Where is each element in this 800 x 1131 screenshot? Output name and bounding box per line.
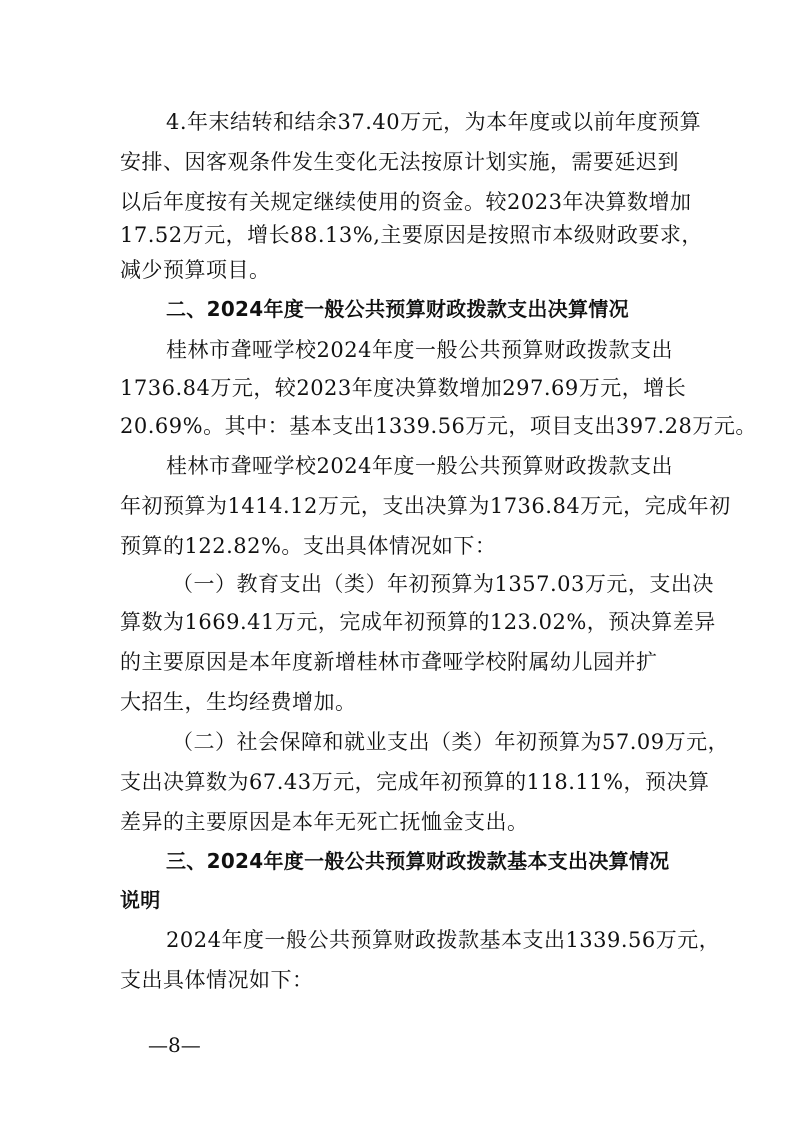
section-2-para-2-line-2: 年初预算为1414.12万元，支出决算为1736.84万元，完成年初 <box>120 494 731 518</box>
item-1-line-2: 算数为1669.41万元，完成年初预算的123.02%，预决算差异 <box>120 610 716 634</box>
item-2-line-1: （二）社会保障和就业支出（类）年初预算为57.09万元， <box>172 730 730 754</box>
section-2-heading: 二、2024年度一般公共预算财政拨款支出决算情况 <box>166 297 629 321</box>
page-number: —8— <box>148 1033 201 1057</box>
paragraph-4-line-2: 安排、因客观条件发生变化无法按原计划实施，需要延迟到 <box>120 150 679 174</box>
item-1-line-4: 大招生，生均经费增加。 <box>120 690 357 714</box>
item-1-line-3: 的主要原因是本年度新增桂林市聋哑学校附属幼儿园并扩 <box>120 650 658 674</box>
section-3-para-1-line-2: 支出具体情况如下： <box>120 968 314 992</box>
section-3-para-1-line-1: 2024年度一般公共预算财政拨款基本支出1339.56万元， <box>166 928 721 952</box>
item-1-line-1: （一）教育支出（类）年初预算为1357.03万元，支出决 <box>172 572 714 596</box>
paragraph-4-line-3: 以后年度按有关规定继续使用的资金。较2023年决算数增加 <box>120 190 692 214</box>
paragraph-4-line-1: 4.年末结转和结余37.40万元，为本年度或以前年度预算 <box>166 110 702 134</box>
section-2-para-2-line-3: 预算的122.82%。支出具体情况如下： <box>120 534 497 558</box>
section-2-para-2-line-1: 桂林市聋哑学校2024年度一般公共预算财政拨款支出 <box>166 454 673 478</box>
item-2-line-2: 支出决算数为67.43万元，完成年初预算的118.11%，预决算 <box>120 770 710 794</box>
item-2-line-3: 差异的主要原因是本年无死亡抚恤金支出。 <box>120 810 529 834</box>
section-2-para-1-line-3: 20.69%。其中：基本支出1339.56万元，项目支出397.28万元。 <box>120 414 757 438</box>
section-2-para-1-line-1: 桂林市聋哑学校2024年度一般公共预算财政拨款支出 <box>166 338 673 362</box>
section-2-para-1-line-2: 1736.84万元，较2023年度决算数增加297.69万元，增长 <box>120 376 687 400</box>
section-3-heading-line-2: 说明 <box>120 888 161 912</box>
section-3-heading-line-1: 三、2024年度一般公共预算财政拨款基本支出决算情况 <box>166 849 670 873</box>
paragraph-4-line-4: 17.52万元，增长88.13%,主要原因是按照市本级财政要求， <box>120 223 703 247</box>
paragraph-4-line-5: 减少预算项目。 <box>120 258 271 282</box>
